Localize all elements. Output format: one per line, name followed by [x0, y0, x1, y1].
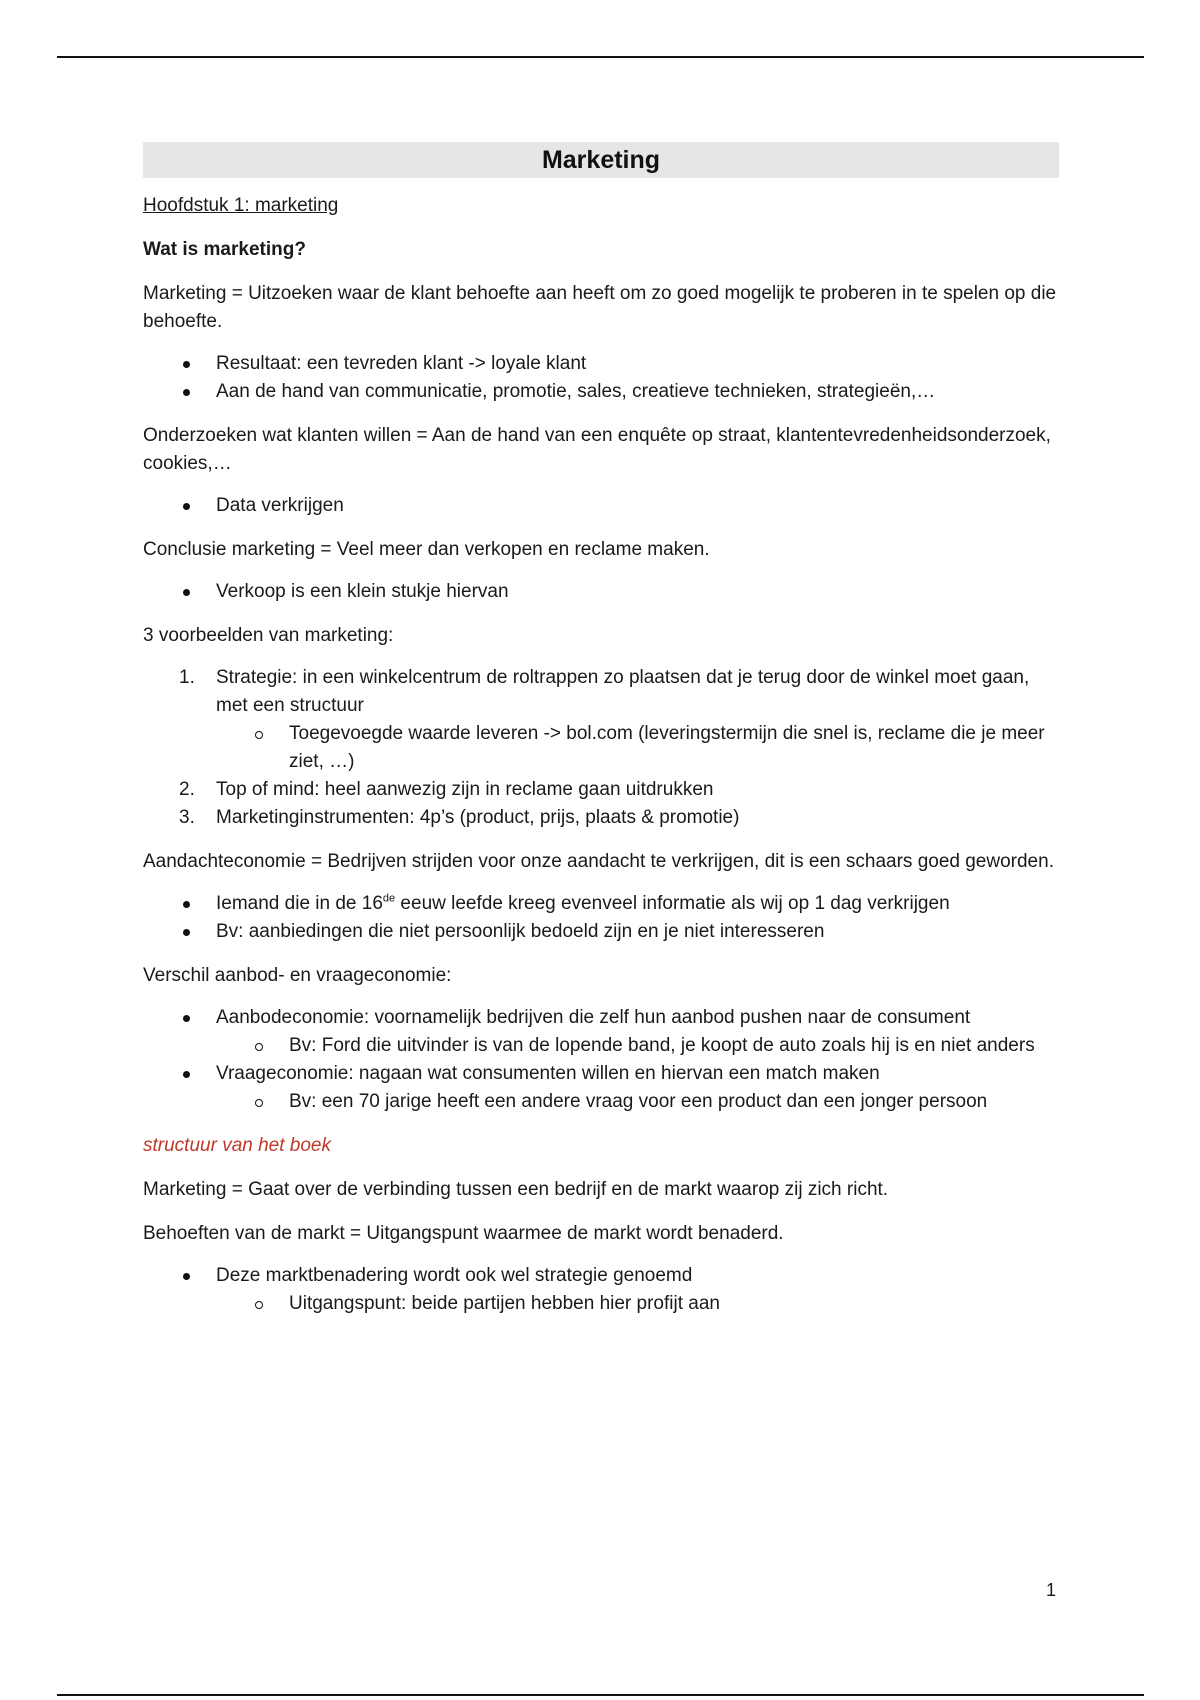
list-item: Data verkrijgen: [216, 495, 344, 516]
list-item: 1. Strategie: in een winkelcentrum de roltrappen zo plaatsen dat je terug door de winkel moet gaan, met een structuur Toegevoegde waarde leveren -> bol.com (leveringstermijn die snel is, reclame die je meer ziet, …): [143, 664, 1059, 776]
sub-list: [216, 1032, 1059, 1060]
footer-rule: [57, 1694, 1144, 1696]
sub-list-item: Toegevoegde waarde leveren -> bol.com (leveringstermijn die snel is, reclame die je meer ziet, …): [289, 723, 1045, 772]
numbered-list: [143, 664, 1059, 832]
document-title: Marketing: [143, 142, 1059, 178]
bullet-list: [143, 890, 1059, 946]
sub-list: [216, 1290, 1059, 1318]
sub-list-item: Bv: een 70 jarige heeft een andere vraag voor een product dan een jonger persoon: [289, 1091, 988, 1112]
paragraph: Aandachteconomie = Bedrijven strijden voor onze aandacht te verkrijgen, dit is een schaars goed geworden.: [143, 851, 1054, 872]
bullet-list: [143, 1004, 1059, 1116]
list-item: Iemand die in de 16de eeuw leefde kreeg evenveel informatie als wij op 1 dag verkrijgen: [216, 892, 950, 914]
list-item: Deze marktbenadering wordt ook wel strategie genoemd Uitgangspunt: beide partijen hebben hier profijt aan: [143, 1262, 1059, 1318]
sub-list: [216, 1088, 1059, 1116]
list-item: Aan de hand van communicatie, promotie, sales, creatieve technieken, strategieën,…: [216, 381, 936, 402]
list-number: 2.: [179, 779, 195, 800]
list-item: Resultaat: een tevreden klant -> loyale klant: [216, 353, 587, 374]
list-item: Vraageconomie: nagaan wat consumenten willen en hiervan een match maken Bv: een 70 jarige heeft een andere vraag voor een product dan een jonger persoon: [143, 1060, 1059, 1116]
section-heading: Wat is marketing?: [143, 239, 306, 260]
sub-list-item: Uitgangspunt: beide partijen hebben hier profijt aan: [289, 1293, 720, 1314]
paragraph: Onderzoeken wat klanten willen = Aan de hand van een enquête op straat, klantentevredenheidsonderzoek, cookies,…: [143, 425, 1051, 474]
list-item: Aanbodeconomie: voornamelijk bedrijven die zelf hun aanbod pushen naar de consument Bv: Ford die uitvinder is van de lopende band, je koopt de auto zoals hij is en niet anders: [143, 1004, 1059, 1060]
paragraph: 3 voorbeelden van marketing:: [143, 625, 394, 646]
bullet-list: [143, 350, 1059, 406]
sub-list: [216, 720, 1059, 776]
paragraph: Behoeften van de markt = Uitgangspunt waarmee de markt wordt benaderd.: [143, 1223, 784, 1244]
bullet-list: [143, 1262, 1059, 1318]
page-number: 1: [1046, 1580, 1057, 1600]
list-item: 3. Marketinginstrumenten: 4p’s (product, prijs, plaats & promotie): [143, 804, 1059, 832]
list-number: 1.: [179, 667, 195, 688]
section-title: structuur van het boek: [143, 1135, 331, 1156]
bullet-list: [143, 492, 1059, 520]
list-item: 2. Top of mind: heel aanwezig zijn in reclame gaan uitdrukken: [143, 776, 1059, 804]
list-item: Bv: aanbiedingen die niet persoonlijk bedoeld zijn en je niet interesseren: [216, 921, 825, 942]
paragraph: Verschil aanbod- en vraageconomie:: [143, 965, 452, 986]
sub-list-item: Bv: Ford die uitvinder is van de lopende band, je koopt de auto zoals hij is en niet anders: [289, 1035, 1035, 1056]
paragraph: Conclusie marketing = Veel meer dan verkopen en reclame maken.: [143, 539, 710, 560]
list-number: 3.: [179, 807, 195, 828]
paragraph: Marketing = Uitzoeken waar de klant behoefte aan heeft om zo goed mogelijk te proberen in te spelen op die behoefte.: [143, 283, 1057, 332]
paragraph: Marketing = Gaat over de verbinding tussen een bedrijf en de markt waarop zij zich richt.: [143, 1179, 889, 1200]
bullet-list: [143, 578, 1059, 606]
list-item: Verkoop is een klein stukje hiervan: [216, 581, 509, 602]
chapter-heading: Hoofdstuk 1: marketing: [143, 195, 339, 216]
document-body: [143, 142, 1059, 1318]
header-rule: [57, 56, 1144, 58]
